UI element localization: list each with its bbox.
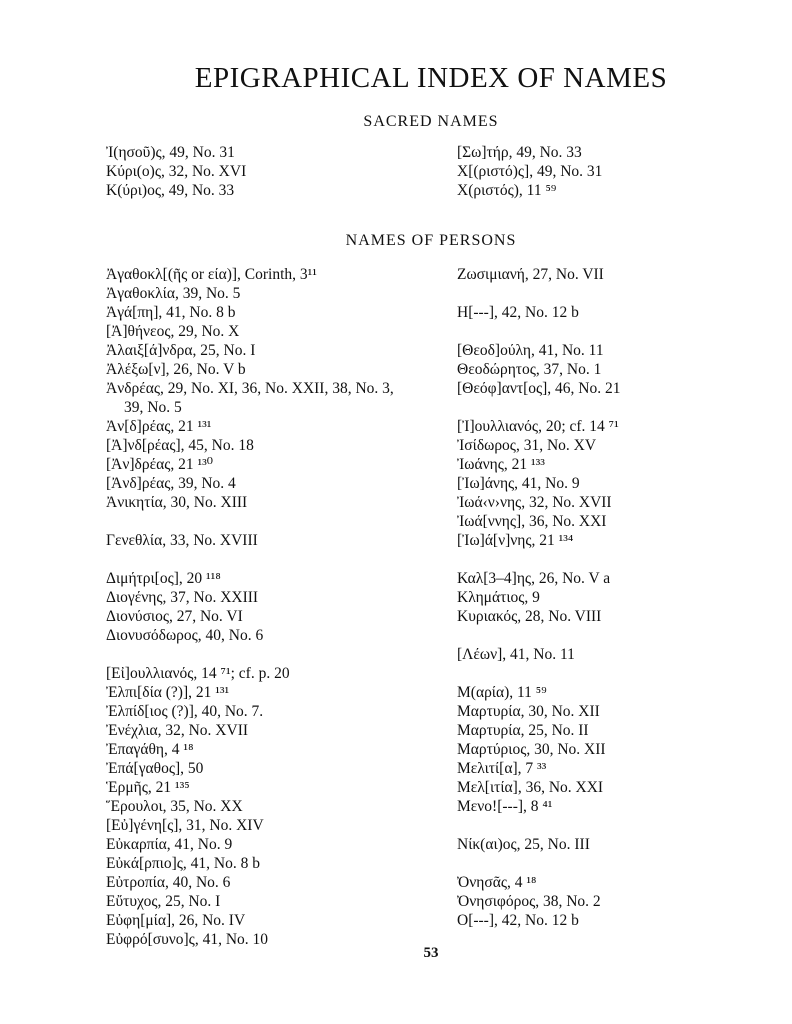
persons-left-column <box>106 265 394 949</box>
index-entry: Ἀνδρέας, 29, No. XI, 36, No. XXII, 38, No. 3, <box>106 380 394 397</box>
index-entry: Ἀν[δ]ρέας, 21 ¹³¹ <box>106 418 212 435</box>
index-entry: [Ἀν]δρέας, 21 ¹³⁰ <box>106 456 213 473</box>
letter-group-gap <box>457 322 620 341</box>
index-entry: Ἰ(ησοῦ)ς, 49, No. 31 <box>106 144 235 161</box>
persons-names-heading: NAMES OF PERSONS <box>345 232 517 249</box>
index-entry: Ἀγαθοκλία, 39, No. 5 <box>106 285 241 302</box>
page-number: 53 <box>423 945 439 961</box>
index-entry: [Θεόφ]αντ[ος], 46, No. 21 <box>457 380 621 397</box>
index-entry: Γενεθλία, 33, No. XVIII <box>106 532 258 549</box>
index-entry: Εὐκαρπία, 41, No. 9 <box>106 836 233 853</box>
index-entry: Μενο![---], 8 ⁴¹ <box>457 798 553 815</box>
index-entry: [Εὐ]γένη[ς], 31, No. XIV <box>106 817 264 834</box>
letter-group-gap <box>106 645 394 664</box>
index-entry: Ἐλπι[δία (?)], 21 ¹³¹ <box>106 684 230 701</box>
index-entry: [Ἰω]άνης, 41, No. 9 <box>457 475 580 492</box>
index-entry: Ὀνησιφόρος, 38, No. 2 <box>457 893 601 910</box>
letter-group-gap <box>106 512 394 531</box>
index-entry: [Ἀ]θήνεος, 29, No. X <box>106 323 240 340</box>
index-entry: Ἀγά[πη], 41, No. 8 b <box>106 304 236 321</box>
index-entry: Ἰωάνης, 21 ¹³³ <box>457 456 545 473</box>
page-title: EPIGRAPHICAL INDEX OF NAMES <box>194 62 668 94</box>
index-entry: [Ἰ]ουλλιανός, 20; cf. 14 ⁷¹ <box>457 418 619 435</box>
index-entry: Εὐκά[ρπιο]ς, 41, No. 8 b <box>106 855 260 872</box>
index-entry: Ἐπαγάθη, 4 ¹⁸ <box>106 741 194 758</box>
sacred-names-heading: SACRED NAMES <box>363 113 499 130</box>
index-entry: Κ(ύρι)ος, 49, No. 33 <box>106 182 235 199</box>
index-entry-continuation: 39, No. 5 <box>124 399 182 416</box>
index-entry: Ἑρμῆς, 21 ¹³⁵ <box>106 779 190 796</box>
index-entry: [Θεοδ]ούλη, 41, No. 11 <box>457 342 604 359</box>
index-entry: Εὐφη[μία], 26, No. IV <box>106 912 246 929</box>
index-entry: Θεοδώρητος, 37, No. 1 <box>457 361 602 378</box>
letter-group-gap <box>457 626 620 645</box>
index-entry: Κυριακός, 28, No. VIII <box>457 608 602 625</box>
index-entry: Διμήτρι[ος], 20 ¹¹⁸ <box>106 570 221 587</box>
index-entry: Εὐφρό[συνο]ς, 41, No. 10 <box>106 931 269 948</box>
letter-group-gap <box>457 854 620 873</box>
index-entry: [Ἰω]ά[ν]νης, 21 ¹³⁴ <box>457 532 574 549</box>
sacred-names-left-column <box>106 143 246 200</box>
index-entry: Διονυσόδωρος, 40, No. 6 <box>106 627 264 644</box>
index-entry: Ἐλπίδ[ιος (?)], 40, No. 7. <box>106 703 264 720</box>
index-entry: Ἰωά‹ν›νης, 32, No. XVII <box>457 494 612 511</box>
index-entry: Μαρτύριος, 30, No. XII <box>457 741 606 758</box>
index-entry: [Ἀνδ]ρέας, 39, No. 4 <box>106 475 236 492</box>
index-entry: Νίκ(αι)ος, 25, No. III <box>457 836 590 853</box>
sacred-names-right-column <box>457 143 602 200</box>
index-entry: Ἕρουλοι, 35, No. XX <box>106 798 243 815</box>
letter-group-gap <box>106 550 394 569</box>
index-entry: Μελ[ιτία], 36, No. XXI <box>457 779 604 796</box>
index-entry: [Λέων], 41, No. 11 <box>457 646 575 663</box>
persons-right-column <box>457 265 620 930</box>
index-entry: Ο[---], 42, No. 12 b <box>457 912 579 929</box>
index-entry: [Ἀ]νδ[ρέας], 45, No. 18 <box>106 437 254 454</box>
index-entry: Ἀλαιξ[ά]νδρα, 25, No. I <box>106 342 256 359</box>
index-entry: Κύρι(ο)ς, 32, No. XVI <box>106 163 247 180</box>
index-entry: Μ(αρία), 11 ⁵⁹ <box>457 684 547 701</box>
index-entry: Μαρτυρία, 30, No. XII <box>457 703 600 720</box>
index-entry: Ἐπά[γαθος], 50 <box>106 760 204 777</box>
index-entry: Ἰωά[ννης], 36, No. XXI <box>457 513 607 530</box>
index-entry: Εὔτυχος, 25, No. I <box>106 893 221 910</box>
index-entry: Ζωσιμιανή, 27, No. VII <box>457 266 604 283</box>
index-entry: Καλ[3–4]ης, 26, No. V a <box>457 570 611 587</box>
index-entry: Διονύσιος, 27, No. VI <box>106 608 243 625</box>
index-entry: Ἐνέχλια, 32, No. XVII <box>106 722 249 739</box>
index-entry: Εὐτροπία, 40, No. 6 <box>106 874 231 891</box>
index-entry: [Σω]τήρ, 49, No. 33 <box>457 144 582 161</box>
index-entry: Ἀγαθοκλ[(ῆς or εία)], Corinth, 3¹¹ <box>106 266 317 283</box>
index-entry: Ἰσίδωρος, 31, No. XV <box>457 437 597 454</box>
index-entry: Κλημάτιος, 9 <box>457 589 540 606</box>
letter-group-gap <box>457 284 620 303</box>
index-entry: Ἀλέξω[ν], 26, No. V b <box>106 361 246 378</box>
index-entry: Μαρτυρία, 25, No. II <box>457 722 589 739</box>
letter-group-gap <box>457 398 620 417</box>
index-entry: Η[---], 42, No. 12 b <box>457 304 579 321</box>
index-entry: Ἀνικητία, 30, No. XIII <box>106 494 248 511</box>
index-entry: [Εἰ]ουλλιανός, 14 ⁷¹; cf. p. 20 <box>106 665 290 682</box>
index-entry: Διογένης, 37, No. XXIII <box>106 589 259 606</box>
letter-group-gap <box>457 664 620 683</box>
letter-group-gap <box>457 816 620 835</box>
index-entry: Ὀνησᾶς, 4 ¹⁸ <box>457 874 537 891</box>
index-entry: Χ(ριστός), 11 ⁵⁹ <box>457 182 557 199</box>
index-entry: Χ[(ριστό)ς], 49, No. 31 <box>457 163 603 180</box>
letter-group-gap <box>457 550 620 569</box>
index-entry: Μελιτί[α], 7 ³³ <box>457 760 547 777</box>
